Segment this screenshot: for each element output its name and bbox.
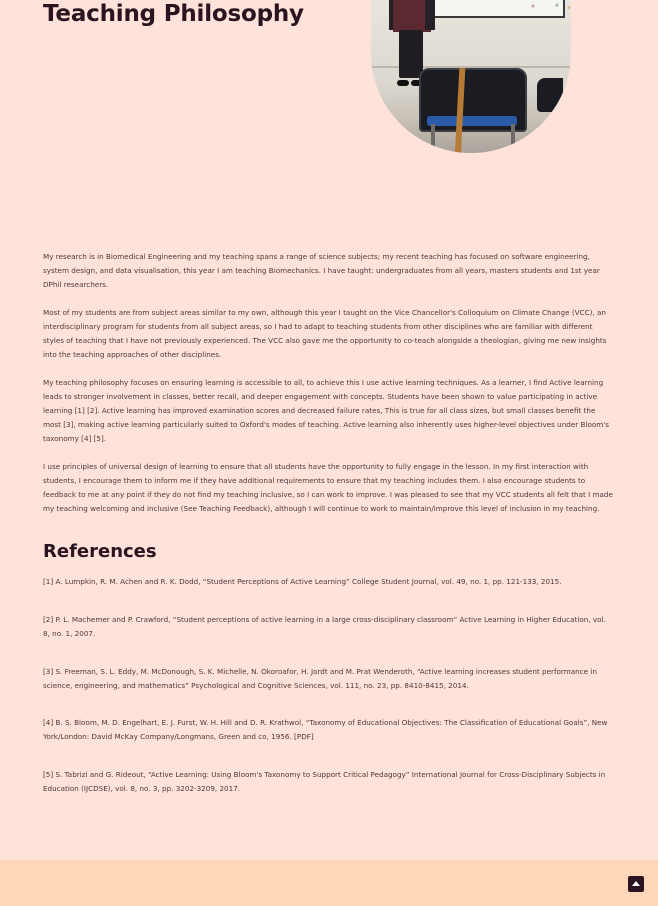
chevron-up-icon [632,881,640,886]
references-heading: References [43,541,157,562]
reference-item: [5] S. Tabrizi and G. Rideout, “Active Learning: Using Bloom's Taxonomy to Support Critical Pedagogy” International Journal for Cross-Disciplinary Subjects in Education (IJCDSE), vol. 8, no. 3, pp. 3202-3209, 2017. [43,770,606,793]
page-title: Teaching Philosophy [43,1,304,27]
teaching-photo [371,0,571,153]
reference-item: [1] A. Lumpkin, R. M. Achen and R. K. Dodd, “Student Perceptions of Active Learning” College Student Journal, vol. 49, no. 1, pp. 121-133, 2015. [43,577,562,586]
footer [0,860,658,906]
paragraph-students: Most of my students are from subject areas similar to my own, although this year I taught on the Vice Chancellor's Colloquium on Climate Change (VCC), an interdisciplinary program for students from all subject areas, so I had to adapt to teaching students from other disciplines who are familiar with different styles of teaching that I have not previously experienced. The VCC also gave me the opportunity to co-teach alongside a theologian, giving me new insights into the teaching approaches of other disciplines. [43,308,607,359]
projector-screen [429,0,565,18]
paragraph-philosophy: My teaching philosophy focuses on ensuring learning is accessible to all, to achieve this I use active learning techniques. As a learner, I find Active learning leads to stronger involvement in classes, better recall, and deeper engagement with concepts. Students have been shown to value participating in active learning [1] [2]. Active learning has improved examination scores and decreased failure rates, This is true for all class sizes, but small classes benefit the most [3], making active learning particularly suited to Oxford's modes of teaching. Active learning also inherently uses higher-level objectives under Bloom's taxonomy [4] [5]. [43,378,609,443]
paragraph-research: My research is in Biomedical Engineering and my teaching spans a range of science subjects; my recent teaching has focused on software engineering, system design, and data visualisation, this year I am teaching Biomechanics. I have taught: undergraduates from all years, masters students and 1st year DPhil researchers. [43,252,600,289]
paragraph-universal-design: I use principles of universal design of learning to ensure that all students have the opportunity to fully engage in the lesson. In my first interaction with students, I encourage them to inform me if they have additional requirements to ensure that my teaching includes them. I also encourage students to feedback to me at any point if they do not find my teaching inclusive, so I can work to improve. I was pleased to see that my VCC students all felt that I made my teaching welcoming and inclusive (See Teaching Feedback), although I will continue to work to maintain/improve this level of inclusion in my teaching. [43,462,613,513]
back-to-top-button[interactable] [628,876,644,892]
reference-item: [3] S. Freeman, S. L. Eddy, M. McDonough, S. K. Michelle, N. Okoroafor, H. Jordt and M. Prat Wenderoth, “Active learning increases student performance in science, engineering, and mathematics” Psychological and Cognitive Sciences, vol. 111, no. 23, pp. 8410-8415, 2014. [43,667,597,690]
reference-item: [4] B. S. Bloom, M. D. Engelhart, E. J. Furst, W. H. Hill and D. R. Krathwol, “Taxonomy of Educational Objectives: The Classification of Educational Goals”, New York/London: David McKay Company/Longmans, Green and co, 1956. [PDF] [43,718,608,741]
reference-item: [2] P. L. Machemer and P. Crawford, “Student perceptions of active learning in a large cross-disciplinary classroom” Active Learning in Higher Education, vol. 8, no. 1, 2007. [43,615,606,638]
